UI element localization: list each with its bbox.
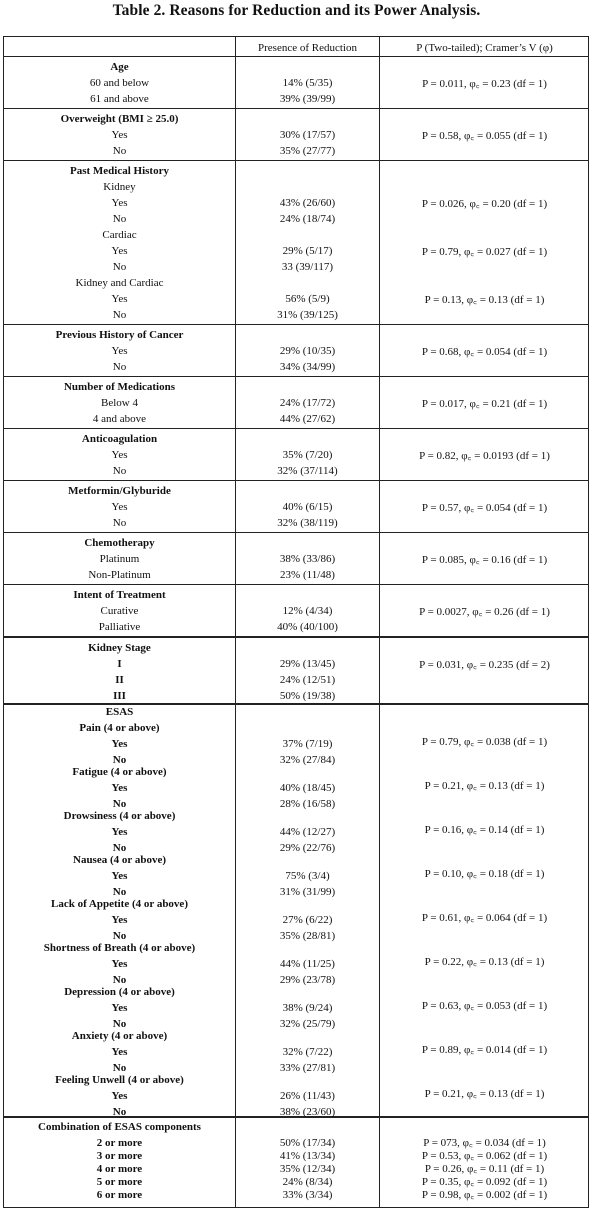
row-separator xyxy=(4,532,588,533)
presence-value: 29% (23/78) xyxy=(279,974,336,986)
group-header: Anticoagulation xyxy=(81,433,158,445)
presence-value: 39% (39/99) xyxy=(279,93,336,105)
row-label: Yes xyxy=(111,345,128,357)
presence-value: 33% (3/34) xyxy=(282,1189,333,1201)
row-label: Shortness of Breath (4 or above) xyxy=(43,942,196,954)
group-header: Past Medical History xyxy=(70,165,169,177)
row-label: No xyxy=(112,798,127,810)
row-separator xyxy=(4,428,588,429)
presence-value: 28% (16/58) xyxy=(279,798,336,810)
row-label: No xyxy=(112,465,127,477)
group-header: Chemotherapy xyxy=(84,537,155,549)
row-label: II xyxy=(115,674,124,686)
presence-value: 38% (9/24) xyxy=(282,1002,333,1014)
presence-value: 26% (11/43) xyxy=(280,1090,335,1102)
p-value: P = 0.085, φ꜀ = 0.16 (df = 1) xyxy=(421,554,548,566)
row-label: No xyxy=(112,1106,127,1118)
row-label: Fatigue (4 or above) xyxy=(72,766,167,778)
header-p-value: P (Two-tailed); Cramer’s V (φ) xyxy=(416,42,553,54)
column-divider xyxy=(379,37,380,1207)
presence-value: 32% (27/84) xyxy=(279,754,336,766)
row-label: Feeling Unwell (4 or above) xyxy=(55,1074,184,1086)
row-separator xyxy=(4,636,588,638)
presence-value: 24% (12/51) xyxy=(279,674,336,686)
row-label: 6 or more xyxy=(96,1189,143,1201)
row-label: 4 or more xyxy=(96,1163,143,1175)
group-header: Metformin/Glyburide xyxy=(68,485,171,497)
presence-value: 56% (5/9) xyxy=(285,293,330,305)
group-header: ESAS xyxy=(105,706,134,718)
p-value: P = 0.79, φ꜀ = 0.038 (df = 1) xyxy=(421,736,548,748)
p-value: P = 0.017, φ꜀ = 0.21 (df = 1) xyxy=(421,398,548,410)
presence-value: 27% (6/22) xyxy=(282,914,333,926)
row-label: Yes xyxy=(111,782,128,794)
presence-value: 38% (23/60) xyxy=(279,1106,336,1118)
presence-value: 50% (17/34) xyxy=(279,1137,336,1149)
presence-value: 75% (3/4) xyxy=(285,870,330,882)
row-label: 5 or more xyxy=(96,1176,143,1188)
row-separator xyxy=(4,480,588,481)
row-label: 4 and above xyxy=(92,413,147,425)
row-label: Below 4 xyxy=(101,397,138,409)
row-separator xyxy=(4,584,588,585)
row-label: No xyxy=(112,842,127,854)
presence-value: 31% (31/99) xyxy=(279,886,336,898)
presence-value: 44% (27/62) xyxy=(279,413,336,425)
row-label: Yes xyxy=(111,501,128,513)
row-label: Kidney and Cardiac xyxy=(75,277,164,289)
row-label: Yes xyxy=(111,1090,128,1102)
row-label: Palliative xyxy=(98,621,141,633)
row-label: Anxiety (4 or above) xyxy=(71,1030,168,1042)
p-value: P = 0.0027, φ꜀ = 0.26 (df = 1) xyxy=(419,606,550,618)
row-label: Yes xyxy=(111,958,128,970)
presence-value: 33 (39/117) xyxy=(281,261,334,273)
row-label: Pain (4 or above) xyxy=(79,722,160,734)
presence-value: 44% (12/27) xyxy=(279,826,336,838)
presence-value: 43% (26/60) xyxy=(279,197,336,209)
group-header: Overweight (BMI ≥ 25.0) xyxy=(60,113,179,125)
p-value: P = 0.98, φ꜀ = 0.002 (df = 1) xyxy=(421,1189,548,1201)
data-table xyxy=(3,36,589,1208)
presence-value: 35% (7/20) xyxy=(282,449,333,461)
presence-value: 32% (25/79) xyxy=(279,1018,336,1030)
p-value: P = 0.68, φ꜀ = 0.054 (df = 1) xyxy=(421,346,548,358)
row-label: Depression (4 or above) xyxy=(64,986,175,998)
row-label: Non-Platinum xyxy=(88,569,151,581)
row-label: No xyxy=(112,974,127,986)
presence-value: 40% (18/45) xyxy=(279,782,336,794)
p-value: P = 0.63, φ꜀ = 0.053 (df = 1) xyxy=(421,1000,548,1012)
row-label: Drowsiness (4 or above) xyxy=(63,810,176,822)
row-label: Yes xyxy=(111,826,128,838)
presence-value: 29% (22/76) xyxy=(279,842,336,854)
row-label: Platinum xyxy=(99,553,140,565)
row-label: Yes xyxy=(111,449,128,461)
presence-value: 44% (11/25) xyxy=(280,958,335,970)
p-value: P = 0.89, φ꜀ = 0.014 (df = 1) xyxy=(421,1044,548,1056)
row-label: 3 or more xyxy=(96,1150,143,1162)
presence-value: 35% (12/34) xyxy=(279,1163,336,1175)
presence-value: 24% (8/34) xyxy=(282,1176,333,1188)
p-value: P = 0.011, φ꜀ = 0.23 (df = 1) xyxy=(422,78,547,90)
p-value: P = 0.031, φ꜀ = 0.235 (df = 2) xyxy=(419,659,550,671)
row-label: Yes xyxy=(111,1046,128,1058)
presence-value: 35% (28/81) xyxy=(279,930,336,942)
row-label: I xyxy=(117,658,122,670)
row-label: Yes xyxy=(111,870,128,882)
row-separator xyxy=(4,108,588,109)
presence-value: 12% (4/34) xyxy=(282,605,333,617)
p-value: P = 0.10, φ꜀ = 0.18 (df = 1) xyxy=(424,868,545,880)
p-value: P = 0.13, φ꜀ = 0.13 (df = 1) xyxy=(424,294,545,306)
presence-value: 38% (33/86) xyxy=(279,553,336,565)
row-label: No xyxy=(112,361,127,373)
presence-value: 35% (27/77) xyxy=(279,145,336,157)
row-label: No xyxy=(112,1062,127,1074)
p-value: P = 0.57, φ꜀ = 0.054 (df = 1) xyxy=(421,502,548,514)
p-value: P = 0.21, φ꜀ = 0.13 (df = 1) xyxy=(424,780,545,792)
presence-value: 41% (13/34) xyxy=(279,1150,336,1162)
row-label: Curative xyxy=(100,605,139,617)
presence-value: 29% (10/35) xyxy=(279,345,336,357)
p-value: P = 0.22, φ꜀ = 0.13 (df = 1) xyxy=(424,956,545,968)
p-value: P = 0.26, φ꜀ = 0.11 (df = 1) xyxy=(424,1163,545,1175)
row-label: No xyxy=(112,1018,127,1030)
presence-value: 40% (40/100) xyxy=(277,621,338,633)
group-header: Age xyxy=(110,61,129,73)
group-header: Number of Medications xyxy=(63,381,175,393)
row-label: Yes xyxy=(111,197,128,209)
p-value: P = 073, φ꜀ = 0.034 (df = 1) xyxy=(423,1137,546,1149)
presence-value: 32% (7/22) xyxy=(282,1046,333,1058)
row-label: Lack of Appetite (4 or above) xyxy=(51,898,188,910)
presence-value: 30% (17/57) xyxy=(279,129,336,141)
presence-value: 31% (39/125) xyxy=(277,309,338,321)
p-value: P = 0.79, φ꜀ = 0.027 (df = 1) xyxy=(421,246,548,258)
row-label: No xyxy=(112,309,127,321)
group-header: Combination of ESAS components xyxy=(38,1121,201,1133)
row-label: Kidney xyxy=(103,181,136,193)
p-value: P = 0.21, φ꜀ = 0.13 (df = 1) xyxy=(424,1088,545,1100)
row-label: 60 and below xyxy=(89,77,150,89)
p-value: P = 0.82, φ꜀ = 0.0193 (df = 1) xyxy=(419,450,550,462)
group-header: Intent of Treatment xyxy=(73,589,166,601)
presence-value: 24% (17/72) xyxy=(279,397,336,409)
row-label: No xyxy=(112,517,127,529)
row-label: Yes xyxy=(111,245,128,257)
group-header: Kidney Stage xyxy=(88,642,151,654)
row-label: Yes xyxy=(111,738,128,750)
presence-value: 29% (13/45) xyxy=(279,658,336,670)
row-separator xyxy=(4,324,588,325)
presence-value: 23% (11/48) xyxy=(280,569,335,581)
row-label: Nausea (4 or above) xyxy=(73,854,166,866)
row-label: Yes xyxy=(111,914,128,926)
p-value: P = 0.026, φ꜀ = 0.20 (df = 1) xyxy=(421,198,548,210)
presence-value: 29% (5/17) xyxy=(282,245,333,257)
p-value: P = 0.35, φ꜀ = 0.092 (df = 1) xyxy=(421,1176,548,1188)
row-label: 2 or more xyxy=(96,1137,143,1149)
row-separator xyxy=(4,376,588,377)
group-header: Previous History of Cancer xyxy=(55,329,184,341)
presence-value: 40% (6/15) xyxy=(282,501,333,513)
row-separator xyxy=(4,56,588,57)
presence-value: 32% (38/119) xyxy=(277,517,338,529)
presence-value: 32% (37/114) xyxy=(277,465,338,477)
header-presence: Presence of Reduction xyxy=(258,42,357,54)
presence-value: 34% (34/99) xyxy=(279,361,336,373)
p-value: P = 0.16, φ꜀ = 0.14 (df = 1) xyxy=(424,824,545,836)
presence-value: 50% (19/38) xyxy=(279,690,336,702)
presence-value: 33% (27/81) xyxy=(279,1062,336,1074)
presence-value: 14% (5/35) xyxy=(282,77,333,89)
presence-value: 37% (7/19) xyxy=(282,738,333,750)
row-label: No xyxy=(112,261,127,273)
presence-value: 24% (18/74) xyxy=(279,213,336,225)
row-label: Cardiac xyxy=(102,229,137,241)
row-label: No xyxy=(112,886,127,898)
row-label: No xyxy=(112,754,127,766)
row-label: Yes xyxy=(111,129,128,141)
row-label: Yes xyxy=(111,293,128,305)
row-label: 61 and above xyxy=(90,93,149,105)
table-title: Table 2. Reasons for Reduction and its Power Analysis. xyxy=(112,2,481,19)
row-label: No xyxy=(112,930,127,942)
row-separator xyxy=(4,160,588,161)
row-label: No xyxy=(112,213,127,225)
row-label: Yes xyxy=(111,1002,128,1014)
row-label: No xyxy=(112,145,127,157)
row-label: III xyxy=(113,690,126,702)
p-value: P = 0.53, φ꜀ = 0.062 (df = 1) xyxy=(421,1150,548,1162)
p-value: P = 0.61, φ꜀ = 0.064 (df = 1) xyxy=(421,912,548,924)
p-value: P = 0.58, φ꜀ = 0.055 (df = 1) xyxy=(421,130,548,142)
